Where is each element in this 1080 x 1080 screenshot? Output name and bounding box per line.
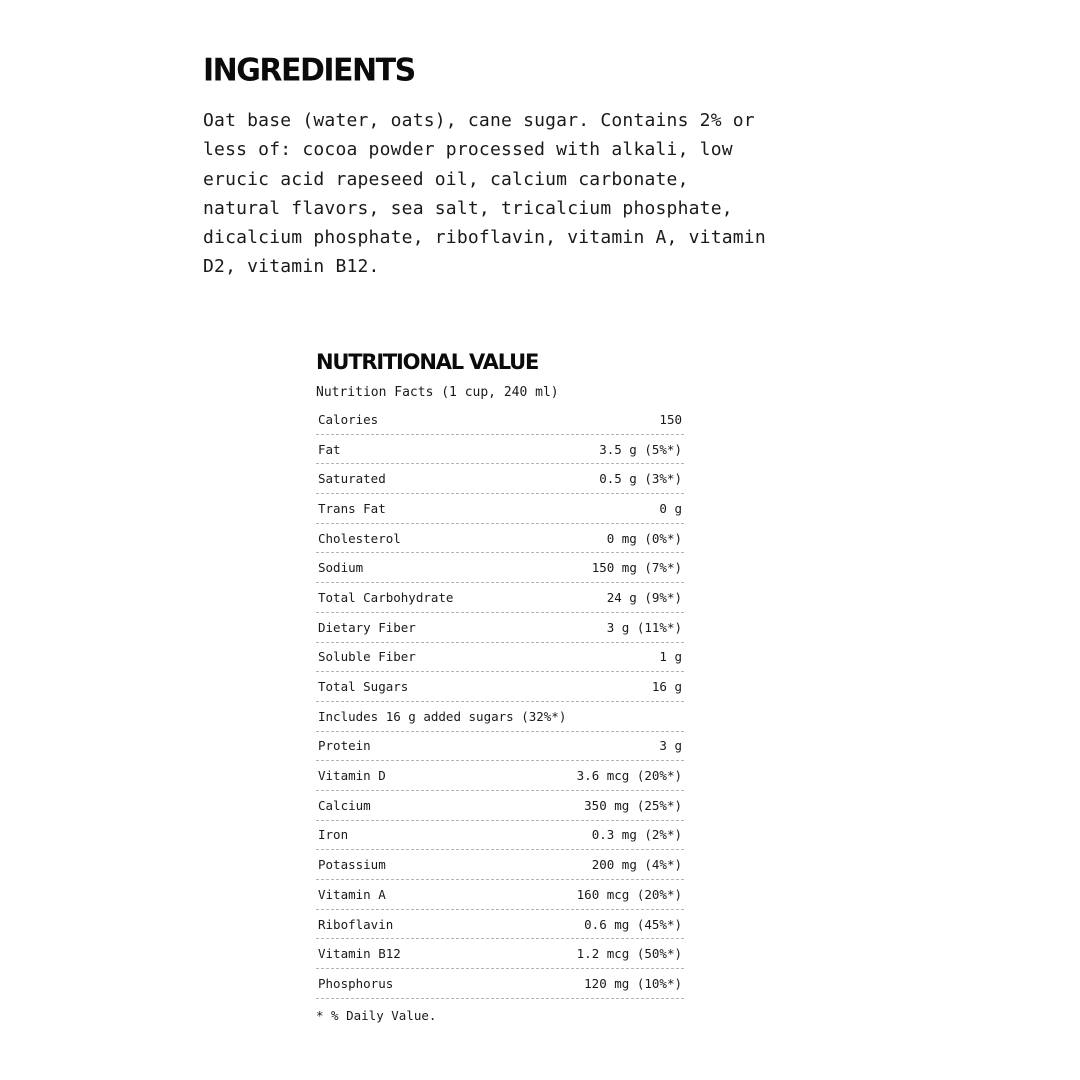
row-label: Saturated xyxy=(318,471,386,487)
row-label: Phosphorus xyxy=(318,975,394,991)
row-label: Potassium xyxy=(318,857,386,873)
row-value: 160 mcg (20%*) xyxy=(576,886,682,902)
nutrition-row xyxy=(316,613,684,643)
row-value: 3 g xyxy=(659,738,682,754)
row-label: Cholesterol xyxy=(318,530,401,546)
ingredients-section xyxy=(203,52,773,282)
nutrition-row xyxy=(316,880,684,910)
row-label: Soluble Fiber xyxy=(318,649,416,665)
nutrition-row xyxy=(316,464,684,494)
row-label: Calories xyxy=(318,411,379,427)
nutrition-row xyxy=(316,732,684,762)
nutrition-row xyxy=(316,494,684,524)
row-value: 200 mg (4%*) xyxy=(591,857,682,873)
nutrition-row xyxy=(316,761,684,791)
nutrition-row xyxy=(316,553,684,583)
row-label: Includes 16 g added sugars (32%*) xyxy=(318,708,567,724)
row-value: 3 g (11%*) xyxy=(606,619,682,635)
nutrition-row xyxy=(316,405,684,435)
row-label: Vitamin B12 xyxy=(318,946,401,962)
row-value: 24 g (9%*) xyxy=(606,589,682,605)
nutrition-row xyxy=(316,821,684,851)
row-label: Protein xyxy=(318,738,371,754)
row-value: 16 g xyxy=(651,679,682,695)
row-value: 0 mg (0%*) xyxy=(606,530,682,546)
nutrition-table xyxy=(316,405,684,999)
row-label: Fat xyxy=(318,441,341,457)
nutrition-section xyxy=(316,348,684,1025)
row-value: 1 g xyxy=(659,649,682,665)
row-value: 0.5 g (3%*) xyxy=(599,471,682,487)
row-label: Total Sugars xyxy=(318,679,409,695)
daily-value-footnote: * % Daily Value. xyxy=(316,1007,437,1023)
nutrition-row xyxy=(316,702,684,732)
row-label: Dietary Fiber xyxy=(318,619,416,635)
nutrition-row xyxy=(316,850,684,880)
nutrition-row xyxy=(316,969,684,999)
serving-size: Nutrition Facts (1 cup, 240 ml) xyxy=(316,385,559,400)
nutrition-row xyxy=(316,435,684,465)
ingredients-heading: INGREDIENTS xyxy=(203,52,415,89)
row-value: 3.6 mcg (20%*) xyxy=(576,768,682,784)
row-label: Iron xyxy=(318,827,349,843)
nutrition-row xyxy=(316,524,684,554)
nutrition-row xyxy=(316,583,684,613)
nutrition-heading: NUTRITIONAL VALUE xyxy=(316,350,539,374)
row-label: Trans Fat xyxy=(318,500,386,516)
nutrition-row xyxy=(316,643,684,673)
row-label: Riboflavin xyxy=(318,916,394,932)
nutrition-row xyxy=(316,672,684,702)
row-label: Total Carbohydrate xyxy=(318,589,454,605)
row-label: Calcium xyxy=(318,797,371,813)
row-value: 120 mg (10%*) xyxy=(584,975,682,991)
row-label: Sodium xyxy=(318,560,364,576)
row-value: 3.5 g (5%*) xyxy=(599,441,682,457)
row-value: 150 mg (7%*) xyxy=(591,560,682,576)
row-value: 350 mg (25%*) xyxy=(584,797,682,813)
row-value: 150 xyxy=(659,411,682,427)
nutrition-row xyxy=(316,910,684,940)
row-value: 0.3 mg (2%*) xyxy=(591,827,682,843)
row-value: 0.6 mg (45%*) xyxy=(584,916,682,932)
nutrition-row xyxy=(316,791,684,821)
row-label: Vitamin A xyxy=(318,886,386,902)
ingredients-text: Oat base (water, oats), cane sugar. Contains 2% or less of: cocoa powder processed with alkali, low erucic acid rapeseed oil, calcium carbonate, natural flavors, sea salt, tricalcium phosphate, dicalcium phosphate, riboflavin, vitamin A, vitamin D2, vitamin B12. xyxy=(203,110,766,278)
nutrition-row xyxy=(316,939,684,969)
row-value: 0 g xyxy=(659,500,682,516)
row-value: 1.2 mcg (50%*) xyxy=(576,946,682,962)
row-label: Vitamin D xyxy=(318,768,386,784)
